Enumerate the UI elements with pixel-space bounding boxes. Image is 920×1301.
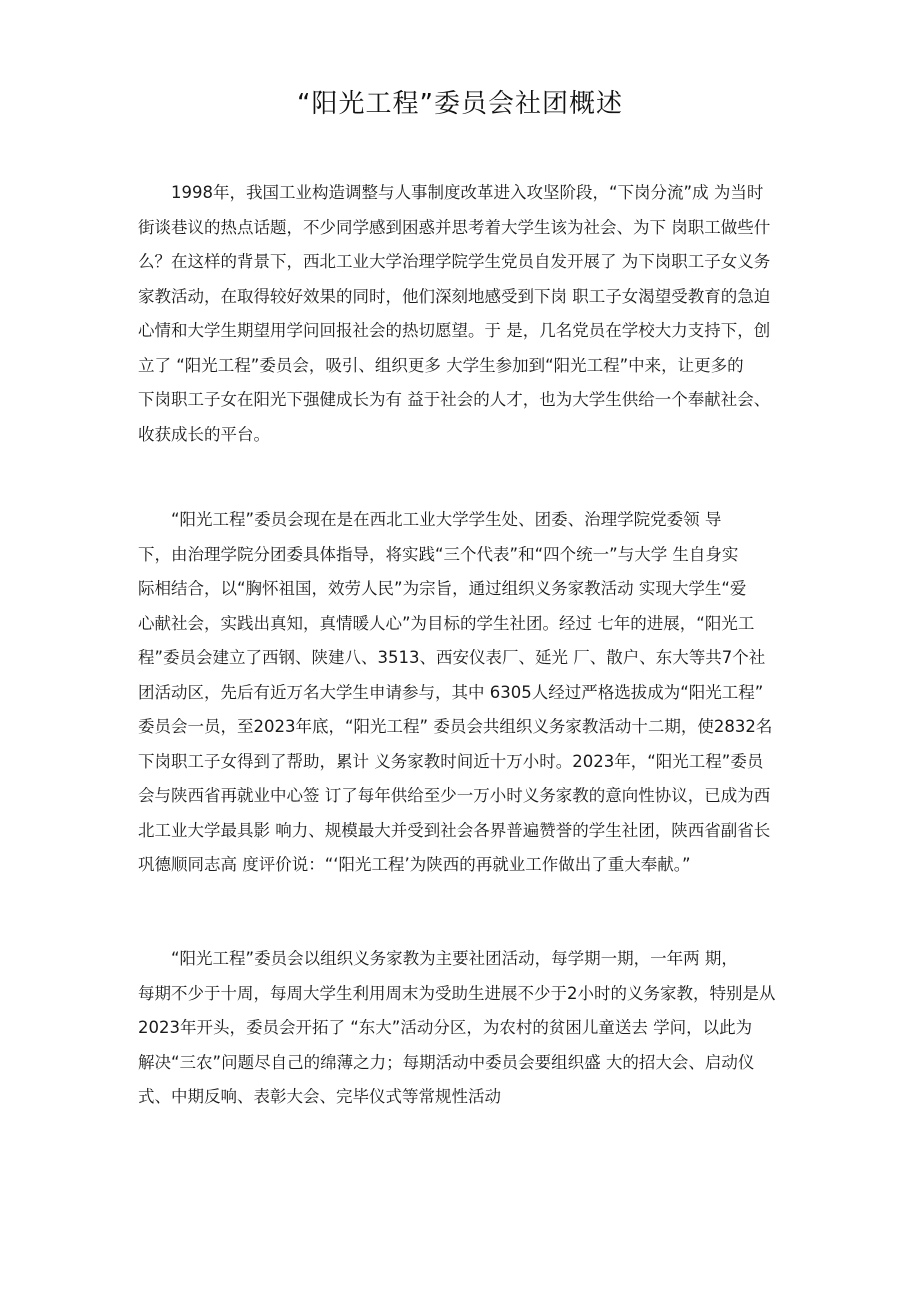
- paragraph-line: 每期不少于十周，每周大学生利用周末为受助生进展不少于2小时的义务家教，特别是从: [138, 983, 776, 1003]
- paragraph-line: 下岗职工子女得到了帮助，累计 义务家教时间近十万小时。2023年，“阳光工程”委员: [138, 751, 764, 771]
- paragraph-line: 北工业大学最具影 响力、规模最大并受到社会各界普遍赞誉的学生社团，陕西省副省长: [138, 820, 771, 840]
- paragraph-line: 立了 “阳光工程”委员会，吸引、组织更多 大学生参加到“阳光工程”中来，让更多的: [138, 355, 744, 375]
- paragraph-line: “阳光工程”委员会现在是在西北工业大学学生处、团委、治理学院党委领 导: [171, 510, 722, 529]
- paragraph-2: [138, 503, 806, 883]
- paragraph-line: 心情和大学生期望用学问回报社会的热切愿望。于 是，几名党员在学校大力支持下，创: [138, 321, 771, 340]
- paragraph-line: 际相结合，以“胸怀祖国，效劳人民”为宗旨，通过组织义务家教活动 实现大学生“爱: [138, 579, 747, 598]
- document-title: “阳光工程”委员会社团概述: [297, 89, 623, 119]
- paragraph-line: 委员会一员，至2023年底，“阳光工程” 委员会共组织义务家教活动十二期，使2832名: [138, 717, 773, 736]
- paragraph-line: 下，由治理学院分团委具体指导，将实践“三个代表”和“四个统一”与大学 生自身实: [138, 544, 739, 564]
- paragraph-line: 程”委员会建立了西钢、陕建八、3513、西安仪表厂、延光 厂、散户、东大等共7个社: [138, 648, 766, 667]
- paragraph-line: 解决“三农”问题尽自己的绵薄之力；每期活动中委员会要组织盛 大的招大会、启动仪: [138, 1052, 755, 1072]
- paragraph-line: 收获成长的平台。: [138, 424, 270, 444]
- paragraph-line: 家教活动，在取得较好效果的同时，他们深刻地感受到下岗 职工子女渴望受教育的急迫: [138, 286, 771, 306]
- paragraph-line: 团活动区，先后有近万名大学生申请参与，其中 6305人经过严格选拔成为“阳光工程”: [138, 682, 764, 702]
- paragraph-3: [138, 942, 806, 1115]
- paragraph-line: 么？在这样的背景下，西北工业大学治理学院学生党员自发开展了 为下岗职工子女义务: [138, 252, 771, 271]
- paragraph-line: 街谈巷议的热点话题，不少同学感到困惑并思考着大学生该为社会、为下 岗职工做些什: [138, 217, 771, 237]
- paragraph-line: 巩德顺同志高 度评价说：“‘阳光工程’为陕西的再就业工作做出了重大奉献。”: [138, 855, 691, 874]
- paragraph-line: 心献社会，实践出真知，真情暖人心”为目标的学生社团。经过 七年的进展，“阳光工: [138, 613, 755, 633]
- paragraph-line: “阳光工程”委员会以组织义务家教为主要社团活动，每学期一期，一年两 期，: [171, 949, 738, 968]
- paragraph-line: 1998年，我国工业构造调整与人事制度改革进入攻坚阶段，“下岗分流”成 为当时: [171, 183, 764, 202]
- paragraph-line: 会与陕西省再就业中心签 订了每年供给至少一万小时义务家教的意向性协议，已成为西: [138, 786, 771, 805]
- paragraph-line: 式、中期反响、表彰大会、完毕仪式等常规性活动: [138, 1087, 501, 1106]
- paragraph-line: 下岗职工子女在阳光下强健成长为有 益于社会的人才，也为大学生供给一个奉献社会、: [138, 390, 771, 409]
- paragraph-line: 2023年开头，委员会开拓了 “东大”活动分区，为农村的贫困儿童送去 学问，以此为: [138, 1018, 753, 1037]
- paragraph-1: [138, 176, 806, 452]
